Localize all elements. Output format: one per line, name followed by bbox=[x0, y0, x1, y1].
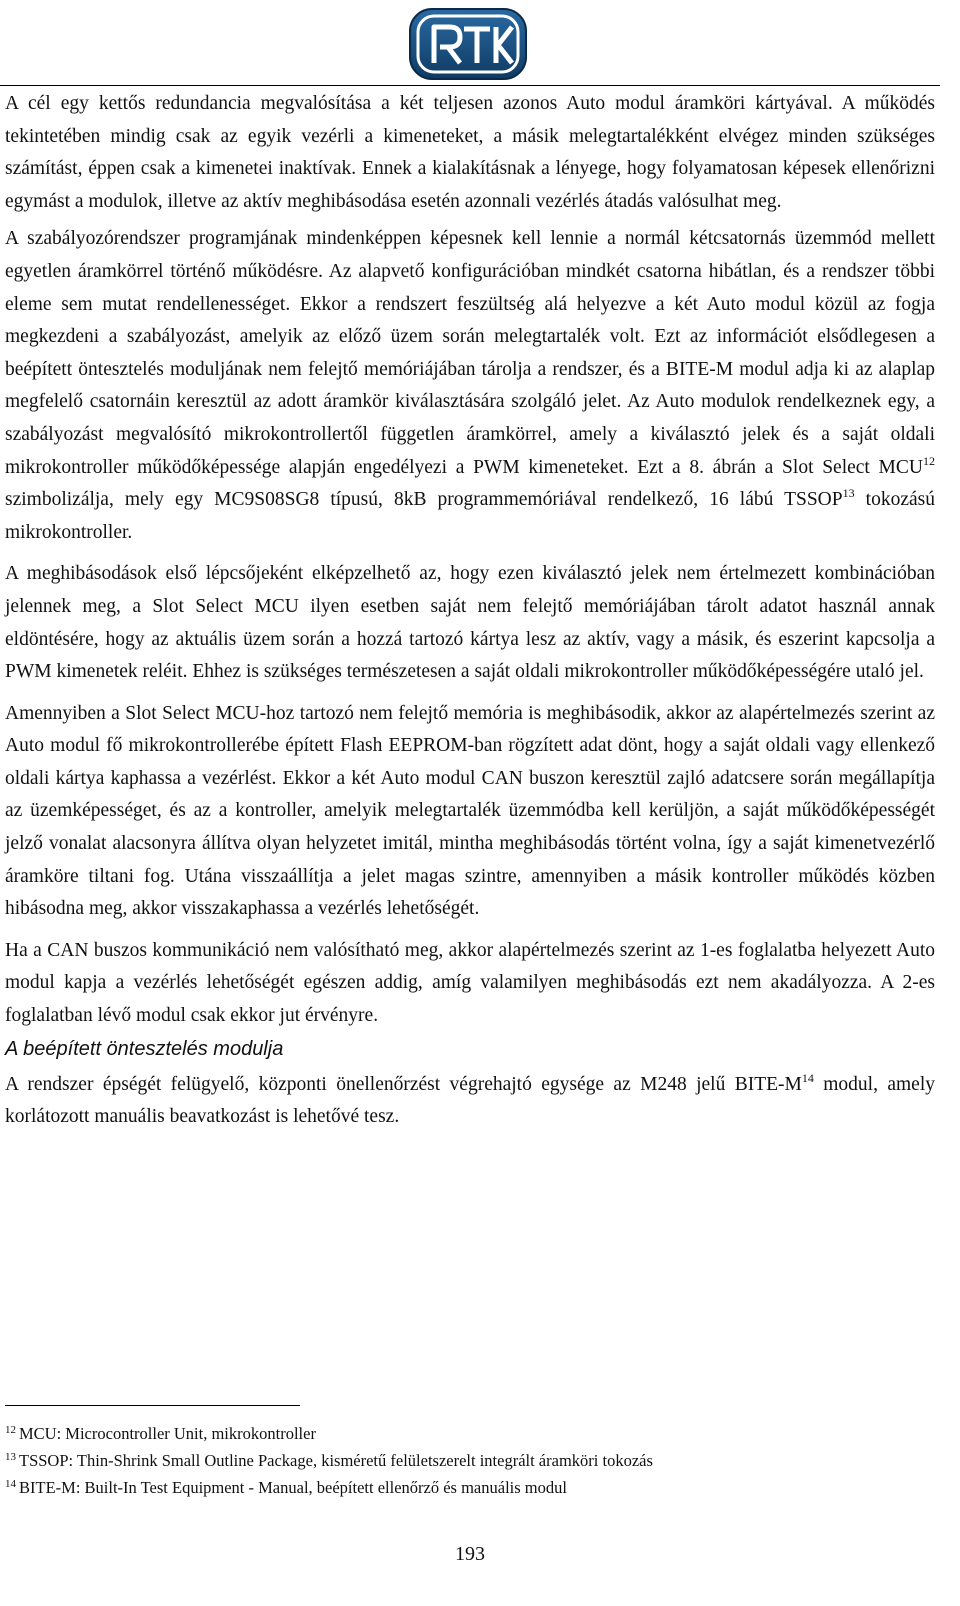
footnote-ref-12[interactable]: 12 bbox=[923, 453, 935, 468]
footnote-ref-14[interactable]: 14 bbox=[801, 1070, 814, 1085]
section-paragraph: A rendszer épségét felügyelő, központi önellenőrzést végrehajtó egysége az M248 jelű BITE-$M^{14}$ modul, amely korlátozott manuális beavatkozást is lehetővé tesz. bbox=[5, 1070, 936, 1128]
paragraph-1: A cél egy kettős redundancia megvalósítása a két teljesen azonos Auto modul áramköri kártyával. A működés tekintetében mindig csak az egyik vezérli a kimeneteket, a másik melegtartalékként elvégez minden szükséges számítást, éppen csak a kimenetei inaktívak. Ennek a kialakításnak a lényege, hogy folyamatosan képesek ellenőrizni egymást a modulok, illetve az aktív meghibásodása esetén azonnali vezérlés átadás valósulhat meg. bbox=[5, 93, 935, 212]
paragraph-5: Ha a CAN buszos kommunikáció nem valósítható meg, akkor alapértelmezés szerint az 1-es foglalatba helyezett Auto modul kapja a vezérlés lehetőségét egészen addig, amíg valamilyen meghibásodás ezt nem akadályozza. A 2-es foglalatban lévő modul csak ekkor jut érvényre. bbox=[5, 939, 935, 1027]
paragraph-4: Amennyiben a Slot Select MCU-hoz tartozó nem felejtő memória is meghibásodik, akkor az alapértelmezés szerint az Auto modul fő mikrokontrollerébe épített Flash EEPROM-ban rögzített adat dönt, hogy a saját oldali vagy ellenkező oldali kártya kaphassa a vezérlést. Ekkor a két Auto modul CAN buszon keresztül zajló adatcsere során megállapítja az üzemképességet, és az a kontroller, amelyik melegtartalék üzemmódba kell kerüljön, a saját működőképességét jelző vonalat alacsonyra állítva olyan helyzetet imitál, mintha meghibásodás történt volna, így a saját kimenetvezérlő áramköre tiltani fog. Utána visszaállítja a jelet magas szintre, amennyiben a másik kontroller működés közben hibásodna meg, akkor visszakaphassa a vezérlés lehetőségét. bbox=[5, 702, 935, 920]
paragraph-3: A meghibásodások első lépcsőjeként elképzelhető az, hogy ezen kiválasztó jelek nem értelmezett kombinációban jelennek meg, a Slot Select MCU ilyen esetben saját nem felejtő memóriájában tárolt adatot használ annak eldöntésére, hogy az aktuális üzem során a hozzá tartozó kártya lesz az aktív, vagy a másik, és eszerint kapcsolja a PWM kimenetek reléit. Ehhez is szükséges természetesen a saját oldali mikrokontroller működőképességére utaló jel. bbox=[5, 563, 935, 683]
footnotes bbox=[5, 1420, 935, 1501]
section-heading: A beépített öntesztelés modulja bbox=[5, 1037, 284, 1060]
rtk-logo bbox=[408, 7, 528, 81]
document-body bbox=[5, 88, 935, 1143]
paragraph-2: A szabályozórendszer programjának mindenképpen képesnek kell lennie a normál kétcsatornás üzemmód mellett egyetlen áramkörrel történő működésre. Az alapvető konfigurációban mindkét csatorna hibátlan, és a rendszer többi eleme sem mutat rendellenességet. Ekkor a rendszert feszültség alá helyezve a két Auto modul közül az fogja megkezdeni a szabályozást, amelyik az előző üzem során melegtartalék volt. Ezt az információt elsődlegesen a beépített öntesztelés moduljának nem felejtő memóriájában tárolja a rendszer, és a BITE-M modul adja ki az alaplap megfelelő csatornáin keresztül az adott áramkör kiválasztására szolgáló jelet. Az Auto modulok rendelkeznek egy, a szabályozást megvalósító mikrokontrollertől független áramkörrel, amely a kiválasztó jelek és a saját oldali mikrokontroller működőképessége alapján engedélyezi a PWM kimeneteket. Ezt a 8. ábrán a Slot Select MCU$^{12}$ szimbolizálja, mely egy MC9S08SG8 típusú, 8kB programmemóriával rendelkező, 16 lábú TSSOP$^{13}$ tokozású mikrokontroller. bbox=[5, 228, 935, 543]
footnote-separator bbox=[5, 1405, 300, 1406]
page-number: 193 bbox=[455, 1543, 485, 1565]
footnote-ref-13[interactable]: 13 bbox=[842, 486, 855, 501]
footnote-12: $^{12}$ MCU: Microcontroller Unit, mikrokontroller bbox=[5, 1424, 316, 1443]
footnote-13: $^{13}$ TSSOP: Thin-Shrink Small Outline Package, kisméretű felületszerelt integrált áramköri tokozás bbox=[5, 1451, 653, 1470]
footnote-14: $^{14}$ BITE-M: Built-In Test Equipment - Manual, beépített ellenőrző és manuális modul bbox=[5, 1478, 567, 1497]
header-rule bbox=[0, 85, 940, 86]
